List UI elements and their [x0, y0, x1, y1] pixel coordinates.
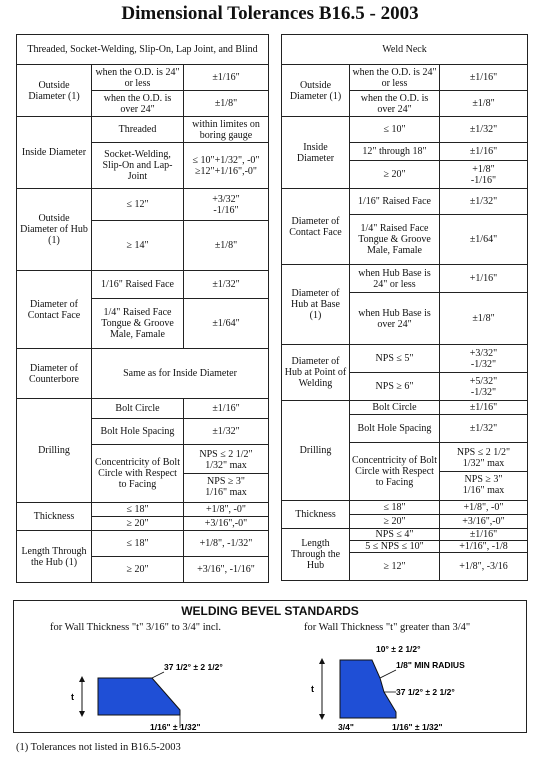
right-face-tol: ±1/32" [440, 189, 528, 215]
bevel-right-top-angle: 10° ± 2 1/2° [376, 644, 421, 654]
right-hubweld-tol-line: -1/32" [470, 358, 497, 370]
right-drilling-tol: ±1/32" [440, 415, 528, 443]
left-drilling-tol: ±1/32" [184, 419, 269, 445]
right-conc-line: NPS ≥ 3" [464, 474, 503, 485]
right-thickness-tol: +1/8", -0" [440, 501, 528, 515]
right-hubbase-tol: ±1/8" [440, 293, 528, 345]
right-face-tol: ±1/64" [440, 215, 528, 265]
right-thickness-cond: ≥ 20" [350, 515, 440, 529]
left-thickness-label: Thickness [17, 503, 92, 531]
right-conc-line: 1/16" max [462, 485, 505, 496]
left-hub-cond: ≥ 14" [92, 221, 184, 271]
left-counterbore-value: Same as for Inside Diameter [92, 349, 269, 399]
right-length-tol: +1/8", -3/16 [440, 553, 528, 581]
bevel-left-subtitle: for Wall Thickness "t" 3/16" to 3/4" incl. [50, 622, 222, 633]
left-id-tol-line: ≤ 10"+1/32", -0" [192, 154, 260, 166]
left-od-cond: when the O.D. is 24" or less [92, 65, 184, 91]
left-drilling-tol: ±1/16" [184, 399, 269, 419]
left-thickness-cond: ≥ 20" [92, 517, 184, 531]
left-id-tol [184, 143, 269, 189]
right-hubweld-tol-line: +3/32" [469, 347, 498, 359]
right-id-tol: ±1/16" [440, 143, 528, 161]
left-drilling-cond: Bolt Hole Spacing [92, 419, 184, 445]
left-od-label: Outside Diameter (1) [17, 65, 92, 117]
left-length-label: Length Through the Hub (1) [17, 531, 92, 583]
right-hubweld-label: Diameter of Hub at Point of Welding [282, 345, 350, 401]
left-hub-tol [184, 189, 269, 221]
left-id-label: Inside Diameter [17, 117, 92, 189]
left-length-tol: +3/16", -1/16" [184, 557, 269, 583]
bevel-left-t-label: t [71, 692, 74, 702]
right-length-cond: ≥ 12" [350, 553, 440, 581]
left-face-tol: ±1/32" [184, 271, 269, 299]
left-id-tol-line: ≥12"+1/16",-0" [195, 165, 257, 177]
right-face-cond: 1/4" Raised Face Tongue & Groove Male, Famale [350, 215, 440, 265]
left-hub-tol: ±1/8" [184, 221, 269, 271]
bevel-right-subtitle: for Wall Thickness "t" greater than 3/4" [304, 622, 471, 633]
right-hubweld-tol-line: +5/32" [469, 375, 498, 387]
bevel-left-diagram [60, 640, 260, 735]
right-length-cond: 5 ≤ NPS ≤ 10" [350, 541, 440, 553]
right-face-cond: 1/16" Raised Face [350, 189, 440, 215]
left-face-cond: 1/4" Raised Face Tongue & Groove Male, Famale [92, 299, 184, 349]
left-hub-tol-line: -1/16" [213, 204, 239, 216]
right-tolerance-table [281, 34, 528, 581]
left-face-label: Diameter of Contact Face [17, 271, 92, 349]
right-drilling-tol [440, 443, 528, 501]
right-drilling-cond: Bolt Circle [350, 401, 440, 415]
right-hubbase-tol: +1/16" [440, 265, 528, 293]
bevel-right-wall [340, 660, 396, 718]
left-face-cond: 1/16" Raised Face [92, 271, 184, 299]
left-face-tol: ±1/64" [184, 299, 269, 349]
bevel-right-angle: 37 1/2° ± 2 1/2° [396, 687, 455, 697]
bevel-left-wall [98, 678, 180, 715]
page-title: Dimensional Tolerances B16.5 - 2003 [121, 3, 419, 24]
right-hubbase-cond: when Hub Base is over 24" [350, 293, 440, 345]
left-hub-label: Outside Diameter of Hub (1) [17, 189, 92, 271]
right-conc-line: NPS ≤ 2 1/2" [456, 447, 511, 458]
right-length-cond: NPS ≤ 4" [350, 529, 440, 541]
right-table-header: Weld Neck [282, 35, 528, 65]
left-hub-tol-line: +3/32" [212, 193, 240, 205]
left-drilling-tol [184, 445, 269, 503]
right-od-label: Outside Diameter (1) [282, 65, 350, 117]
left-od-tol: ±1/16" [184, 65, 269, 91]
left-id-tol: within limites on boring gauge [184, 117, 269, 143]
left-thickness-tol: +1/8", -0" [184, 503, 269, 517]
right-face-label: Diameter of Contact Face [282, 189, 350, 265]
right-thickness-label: Thickness [282, 501, 350, 529]
right-od-tol: ±1/8" [440, 91, 528, 117]
left-drilling-cond: Bolt Circle [92, 399, 184, 419]
right-hubweld-cond: NPS ≤ 5" [350, 345, 440, 373]
left-conc-line: NPS ≥ 3" [207, 476, 245, 487]
left-od-cond: when the O.D. is over 24" [92, 91, 184, 117]
right-id-cond: 12" through 18" [350, 143, 440, 161]
right-id-tol-line: +1/8" [472, 163, 495, 175]
right-id-tol-line: -1/16" [470, 174, 497, 186]
right-hubweld-tol [440, 345, 528, 373]
bevel-left-root: 1/16" ± 1/32" [150, 722, 201, 732]
right-length-tol: ±1/16" [440, 529, 528, 541]
left-id-cond: Socket-Welding, Slip-On and Lap-Joint [92, 143, 184, 189]
right-od-tol: ±1/16" [440, 65, 528, 91]
bevel-right-land: 3/4" [338, 722, 354, 732]
right-hubweld-cond: NPS ≥ 6" [350, 373, 440, 401]
bevel-right-radius: 1/8" MIN RADIUS [396, 660, 465, 670]
right-od-cond: when the O.D. is over 24" [350, 91, 440, 117]
left-length-cond: ≤ 18" [92, 531, 184, 557]
right-length-label: Length Through the Hub [282, 529, 350, 581]
bevel-right-diagram [300, 640, 520, 735]
left-length-cond: ≥ 20" [92, 557, 184, 583]
left-od-tol: ±1/8" [184, 91, 269, 117]
right-id-label: Inside Diameter [282, 117, 350, 189]
right-drilling-label: Drilling [282, 401, 350, 501]
right-hubbase-cond: when Hub Base is 24" or less [350, 265, 440, 293]
left-thickness-tol: +3/16",-0" [184, 517, 269, 531]
left-conc-line: 1/16" max [205, 487, 247, 498]
bevel-left-angle: 37 1/2° ± 2 1/2° [164, 662, 223, 672]
right-drilling-cond: Concentricity of Bolt Circle with Respect to Facing [350, 443, 440, 501]
left-tolerance-table [16, 34, 269, 583]
right-length-tol: +1/16", -1/8 [440, 541, 528, 553]
right-id-tol [440, 161, 528, 189]
left-conc-line: NPS ≤ 2 1/2" [199, 449, 253, 460]
left-id-cond: Threaded [92, 117, 184, 143]
right-od-cond: when the O.D. is 24" or less [350, 65, 440, 91]
right-id-cond: ≤ 10" [350, 117, 440, 143]
right-drilling-cond: Bolt Hole Spacing [350, 415, 440, 443]
left-thickness-cond: ≤ 18" [92, 503, 184, 517]
left-drilling-cond: Concentricity of Bolt Circle with Respect to Facing [92, 445, 184, 503]
left-table-header: Threaded, Socket-Welding, Slip-On, Lap Joint, and Blind [17, 35, 269, 65]
right-conc-line: 1/32" max [462, 458, 505, 469]
left-counterbore-label: Diameter of Counterbore [17, 349, 92, 399]
left-drilling-label: Drilling [17, 399, 92, 503]
right-hubweld-tol-line: -1/32" [470, 386, 497, 398]
left-hub-cond: ≤ 12" [92, 189, 184, 221]
bevel-right-t-label: t [311, 684, 314, 694]
bevel-title: WELDING BEVEL STANDARDS [181, 604, 359, 618]
bevel-right-root: 1/16" ± 1/32" [392, 722, 443, 732]
right-drilling-tol: ±1/16" [440, 401, 528, 415]
right-id-cond: ≥ 20" [350, 161, 440, 189]
left-conc-line: 1/32" max [205, 460, 247, 471]
right-id-tol: ±1/32" [440, 117, 528, 143]
right-thickness-tol: +3/16",-0" [440, 515, 528, 529]
right-hubbase-label: Diameter of Hub at Base (1) [282, 265, 350, 345]
footnote: (1) Tolerances not listed in B16.5-2003 [16, 742, 181, 753]
left-length-tol: +1/8", -1/32" [184, 531, 269, 557]
right-thickness-cond: ≤ 18" [350, 501, 440, 515]
right-hubweld-tol [440, 373, 528, 401]
